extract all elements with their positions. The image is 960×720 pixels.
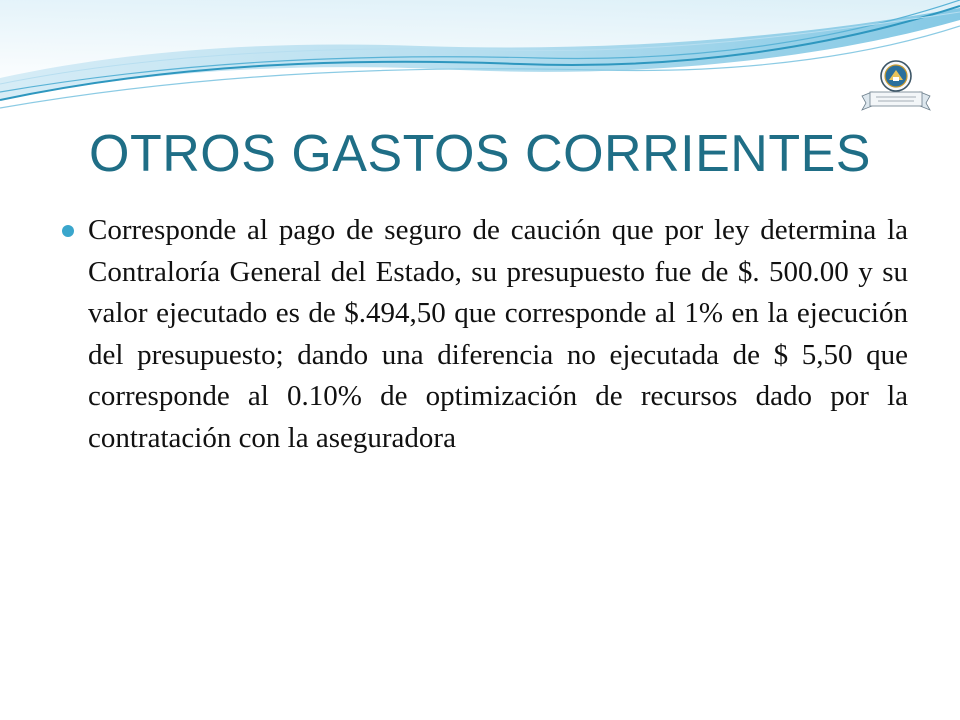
bullet-item bbox=[60, 210, 908, 459]
bullet-dot-icon bbox=[62, 225, 74, 237]
institution-seal-logo bbox=[858, 58, 934, 114]
bullet-text: Corresponde al pago de seguro de caución que por ley determina la Contraloría General del Estado, su presupuesto fue de $. 500.00 y su valor ejecutado es de $.494,50 que corresponde al 1% en la ejecución del presupuesto; dando una diferencia no ejecutada de $ 5,50 que corresponde al 0.10% de optimización de recursos dado por la contratación con la aseguradora bbox=[88, 214, 908, 454]
header-wave-decoration bbox=[0, 0, 960, 120]
bullet-list bbox=[60, 210, 908, 459]
slide-title: OTROS GASTOS CORRIENTES bbox=[89, 125, 871, 183]
